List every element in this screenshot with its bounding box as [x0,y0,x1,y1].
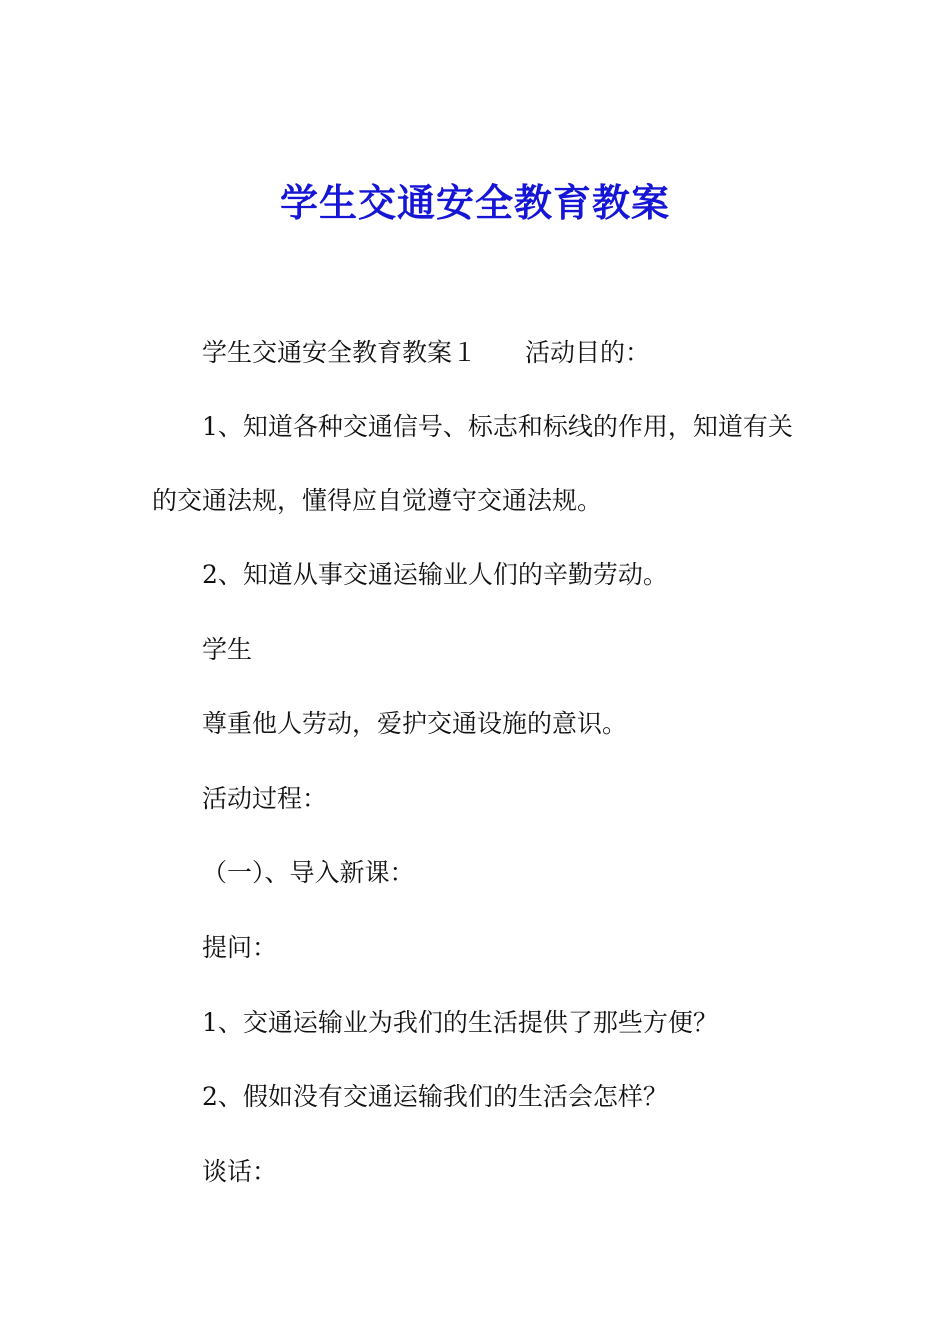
paragraph-line: （一）、导入新课： [202,858,415,887]
document-title: 学生交通安全教育教案 [279,181,670,225]
paragraph-heading-line [202,336,650,370]
paragraph-line: 2、假如没有交通运输我们的生活会怎样？ [202,1082,668,1111]
paragraph-line: 提问： [202,933,278,962]
lesson-heading: 学生交通安全教育教案１ [202,338,478,367]
activity-goal-label: 活动目的： [525,338,651,367]
paragraph-line: 学生 [202,635,253,664]
paragraph-line: 谈话： [202,1157,278,1186]
paragraph-line: 尊重他人劳动，爱护交通设施的意识。 [202,709,628,738]
paragraph-line: 1、交通运输业为我们的生活提供了那些方便？ [202,1008,718,1037]
paragraph-line: 1、知道各种交通信号、标志和标线的作用，知道有关 [202,412,793,441]
paragraph-line: 活动过程： [202,784,328,813]
paragraph-line: 2、知道从事交通运输业人们的辛勤劳动。 [202,560,668,589]
paragraph-line: 的交通法规，懂得应自觉遵守交通法规。 [152,486,603,515]
